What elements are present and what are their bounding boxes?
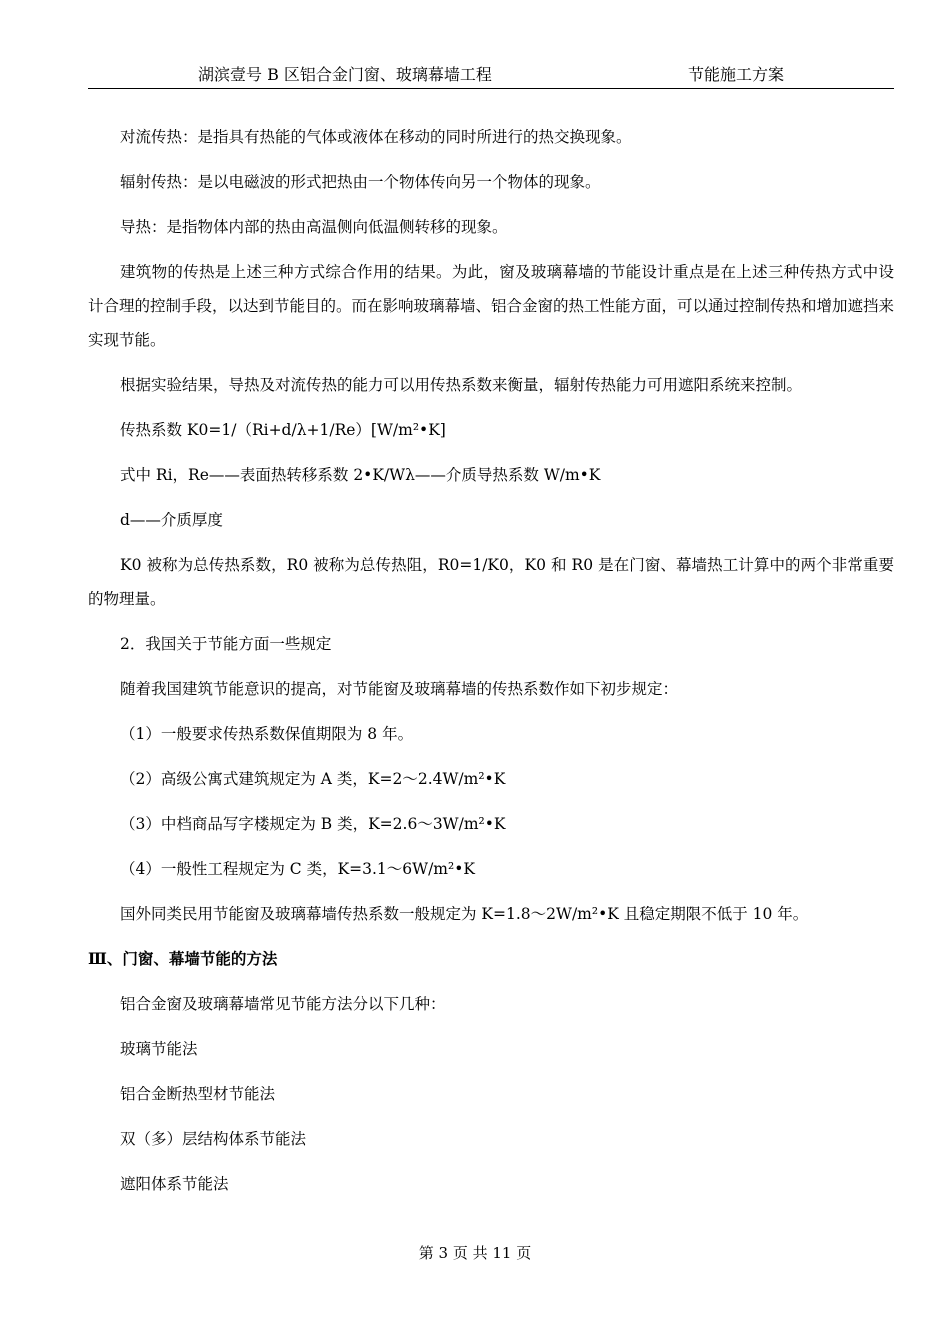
- header-project-title: 湖滨壹号 B 区铝合金门窗、玻璃幕墙工程: [198, 65, 492, 84]
- list-item-4: （4）一般性工程规定为 C 类，K=3.1～6W/m²•K: [120, 860, 475, 878]
- list-item-3: （3）中档商品写字楼规定为 B 类，K=2.6～3W/m²•K: [120, 815, 506, 833]
- paragraph-subheading-regulations: 2．我国关于节能方面一些规定: [120, 635, 332, 653]
- section-heading: Ⅲ、门窗、幕墙节能的方法: [88, 949, 278, 968]
- method-thermal-break: 铝合金断热型材节能法: [120, 1085, 276, 1103]
- page-header: [88, 62, 894, 89]
- method-glass: 玻璃节能法: [120, 1040, 198, 1058]
- paragraph-k0-r0: K0 被称为总传热系数，R0 被称为总传热阻，R0=1/K0，K0 和 R0 是在门窗、幕墙热工计算中的两个非常重要的物理量。: [88, 556, 894, 608]
- paragraph-experiment-results: 根据实验结果，导热及对流传热的能力可以用传热系数来衡量，辐射传热能力可用遮阳系统来控制。: [120, 376, 803, 394]
- method-shading: 遮阳体系节能法: [120, 1175, 229, 1193]
- paragraph-formula: 传热系数 K0=1/（Ri+d/λ+1/Re）[W/m²•K]: [120, 421, 446, 439]
- header-document-title: 节能施工方案: [688, 65, 785, 84]
- page-body: [88, 120, 894, 1201]
- list-item-2: （2）高级公寓式建筑规定为 A 类，K=2～2.4W/m²•K: [120, 770, 506, 788]
- paragraph-radiation: 辐射传热：是以电磁波的形式把热由一个物体传向另一个物体的现象。: [120, 173, 601, 191]
- paragraph-conduction: 导热：是指物体内部的热由高温侧向低温侧转移的现象。: [120, 218, 508, 236]
- paragraph-foreign-standard: 国外同类民用节能窗及玻璃幕墙传热系数一般规定为 K=1.8～2W/m²•K 且稳定期限不低于 10 年。: [120, 905, 809, 923]
- paragraph-thickness: d——介质厚度: [120, 511, 223, 529]
- paragraph-convection: 对流传热：是指具有热能的气体或液体在移动的同时所进行的热交换现象。: [120, 128, 632, 146]
- paragraph-regulations-intro: 随着我国建筑节能意识的提高，对节能窗及玻璃幕墙的传热系数作如下初步规定：: [120, 680, 679, 698]
- page-number: 第 3 页 共 11 页: [418, 1244, 532, 1262]
- method-multilayer: 双（多）层结构体系节能法: [120, 1130, 307, 1148]
- paragraph-building-heat-transfer: 建筑物的传热是上述三种方式综合作用的结果。为此，窗及玻璃幕墙的节能设计重点是在上述三种传热方式中设计合理的控制手段，以达到节能目的。而在影响玻璃幕墙、铝合金窗的热工性能方面，可以通过控制传热和增加遮挡来实现节能。: [88, 263, 895, 349]
- paragraph-formula-terms: 式中 Ri，Re——表面热转移系数 2•K/Wλ——介质导热系数 W/m•K: [120, 466, 601, 484]
- list-item-1: （1）一般要求传热系数保值期限为 8 年。: [120, 725, 414, 743]
- paragraph-methods-intro: 铝合金窗及玻璃幕墙常见节能方法分以下几种：: [120, 995, 446, 1013]
